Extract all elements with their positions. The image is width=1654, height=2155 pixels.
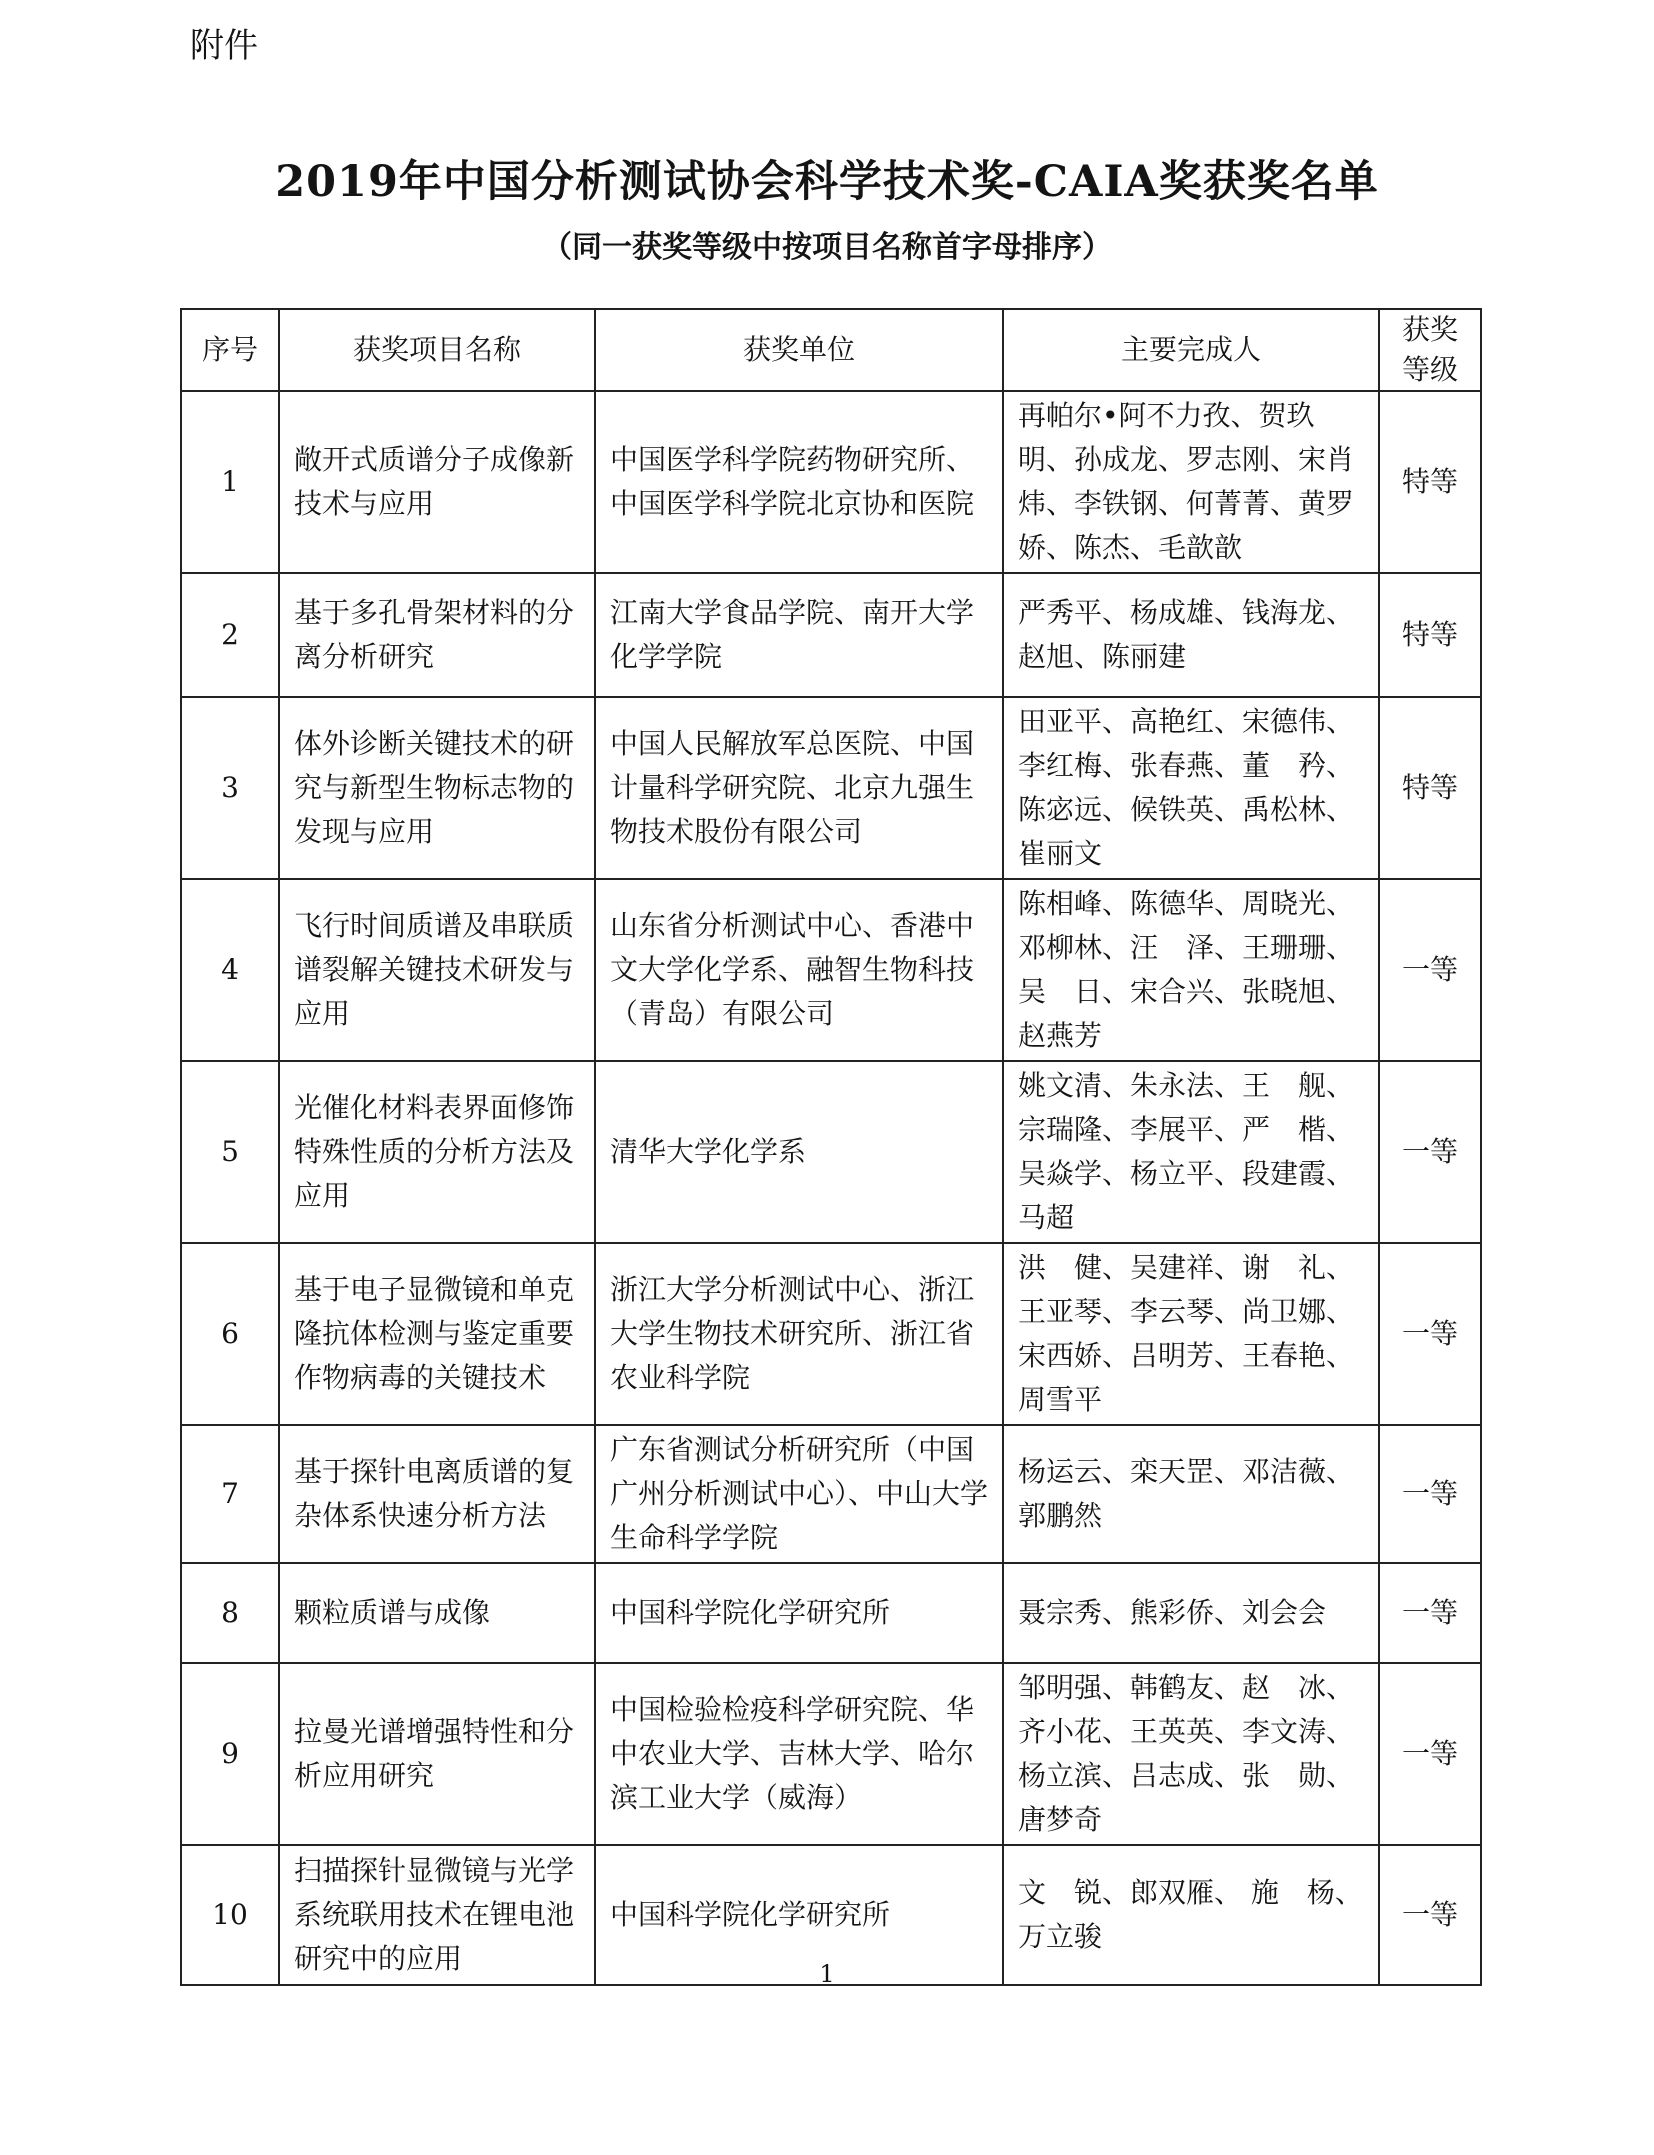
row-unit: 山东省分析测试中心、香港中文大学化学系、融智生物科技（青岛）有限公司 [595, 879, 1003, 1061]
row-seq: 9 [181, 1663, 279, 1845]
table-row [181, 1425, 1481, 1563]
row-level: 一等 [1379, 879, 1481, 1061]
row-seq: 6 [181, 1243, 279, 1425]
row-seq: 4 [181, 879, 279, 1061]
header-seq: 序号 [181, 309, 279, 391]
table-row [181, 1663, 1481, 1845]
table-row [181, 1563, 1481, 1663]
attachment-label: 附件 [190, 26, 258, 66]
row-seq: 3 [181, 697, 279, 879]
row-unit: 中国人民解放军总医院、中国计量科学研究院、北京九强生物技术股份有限公司 [595, 697, 1003, 879]
row-unit: 中国科学院化学研究所 [595, 1845, 1003, 1985]
row-level: 一等 [1379, 1845, 1481, 1985]
row-people: 姚文清、朱永法、王 舰、宗瑞隆、李展平、严 楷、吴焱学、杨立平、段建霞、马超 [1003, 1061, 1379, 1243]
row-project: 基于探针电离质谱的复杂体系快速分析方法 [279, 1425, 595, 1563]
row-people: 文 锐、郎双雁、 施 杨、万立骏 [1003, 1845, 1379, 1985]
row-unit: 广东省测试分析研究所（中国广州分析测试中心）、中山大学生命科学学院 [595, 1425, 1003, 1563]
row-level: 一等 [1379, 1425, 1481, 1563]
document-subtitle: （同一获奖等级中按项目名称首字母排序） [542, 230, 1112, 265]
header-project: 获奖项目名称 [279, 309, 595, 391]
row-level: 一等 [1379, 1563, 1481, 1663]
row-project: 敞开式质谱分子成像新技术与应用 [279, 391, 595, 573]
row-unit: 中国科学院化学研究所 [595, 1563, 1003, 1663]
row-level: 一等 [1379, 1663, 1481, 1845]
row-project: 扫描探针显微镜与光学系统联用技术在锂电池研究中的应用 [279, 1845, 595, 1985]
row-unit: 江南大学食品学院、南开大学化学学院 [595, 573, 1003, 697]
table-row [181, 879, 1481, 1061]
row-project: 基于电子显微镜和单克隆抗体检测与鉴定重要作物病毒的关键技术 [279, 1243, 595, 1425]
table-row [181, 697, 1481, 879]
row-people: 严秀平、杨成雄、钱海龙、赵旭、陈丽建 [1003, 573, 1379, 697]
row-unit: 中国检验检疫科学研究院、华中农业大学、吉林大学、哈尔滨工业大学（威海） [595, 1663, 1003, 1845]
row-seq: 1 [181, 391, 279, 573]
row-project: 光催化材料表界面修饰特殊性质的分析方法及应用 [279, 1061, 595, 1243]
row-level: 一等 [1379, 1243, 1481, 1425]
row-seq: 5 [181, 1061, 279, 1243]
table-row [181, 573, 1481, 697]
row-people: 聂宗秀、熊彩侨、刘会会 [1003, 1563, 1379, 1663]
row-unit: 清华大学化学系 [595, 1061, 1003, 1243]
row-level: 特等 [1379, 573, 1481, 697]
row-level: 特等 [1379, 391, 1481, 573]
row-people: 洪 健、吴建祥、谢 礼、王亚琴、李云琴、尚卫娜、宋西娇、吕明芳、王春艳、周雪平 [1003, 1243, 1379, 1425]
row-seq: 8 [181, 1563, 279, 1663]
table-row [181, 391, 1481, 573]
row-level: 特等 [1379, 697, 1481, 879]
page-number: 1 [819, 1960, 835, 1988]
row-people: 田亚平、高艳红、宋德伟、李红梅、张春燕、董 矜、陈宓远、候铁英、禹松林、崔丽文 [1003, 697, 1379, 879]
row-seq: 2 [181, 573, 279, 697]
row-seq: 7 [181, 1425, 279, 1563]
row-project: 基于多孔骨架材料的分离分析研究 [279, 573, 595, 697]
row-people: 陈相峰、陈德华、周晓光、邓柳林、汪 泽、王珊珊、吴 日、宋合兴、张晓旭、赵燕芳 [1003, 879, 1379, 1061]
row-seq: 10 [181, 1845, 279, 1985]
row-project: 体外诊断关键技术的研究与新型生物标志物的发现与应用 [279, 697, 595, 879]
document-title: 2019年中国分析测试协会科学技术奖-CAIA奖获奖名单 [275, 157, 1379, 207]
row-people: 再帕尔•阿不力孜、贺玖明、孙成龙、罗志刚、宋肖炜、李铁钢、何菁菁、黄罗娇、陈杰、毛歆歆 [1003, 391, 1379, 573]
table-row [181, 1243, 1481, 1425]
row-people: 杨运云、栾天罡、邓洁薇、郭鹏然 [1003, 1425, 1379, 1563]
row-unit: 中国医学科学院药物研究所、中国医学科学院北京协和医院 [595, 391, 1003, 573]
row-unit: 浙江大学分析测试中心、浙江大学生物技术研究所、浙江省农业科学院 [595, 1243, 1003, 1425]
row-project: 飞行时间质谱及串联质谱裂解关键技术研发与应用 [279, 879, 595, 1061]
table-header-row [181, 309, 1481, 391]
header-level: 获奖等级 [1379, 309, 1481, 391]
row-project: 拉曼光谱增强特性和分析应用研究 [279, 1663, 595, 1845]
table-row [181, 1061, 1481, 1243]
row-people: 邹明强、韩鹤友、赵 冰、齐小花、王英英、李文涛、杨立滨、吕志成、张 勋、唐梦奇 [1003, 1663, 1379, 1845]
header-unit: 获奖单位 [595, 309, 1003, 391]
header-people: 主要完成人 [1003, 309, 1379, 391]
row-level: 一等 [1379, 1061, 1481, 1243]
row-project: 颗粒质谱与成像 [279, 1563, 595, 1663]
award-table [180, 308, 1482, 1986]
